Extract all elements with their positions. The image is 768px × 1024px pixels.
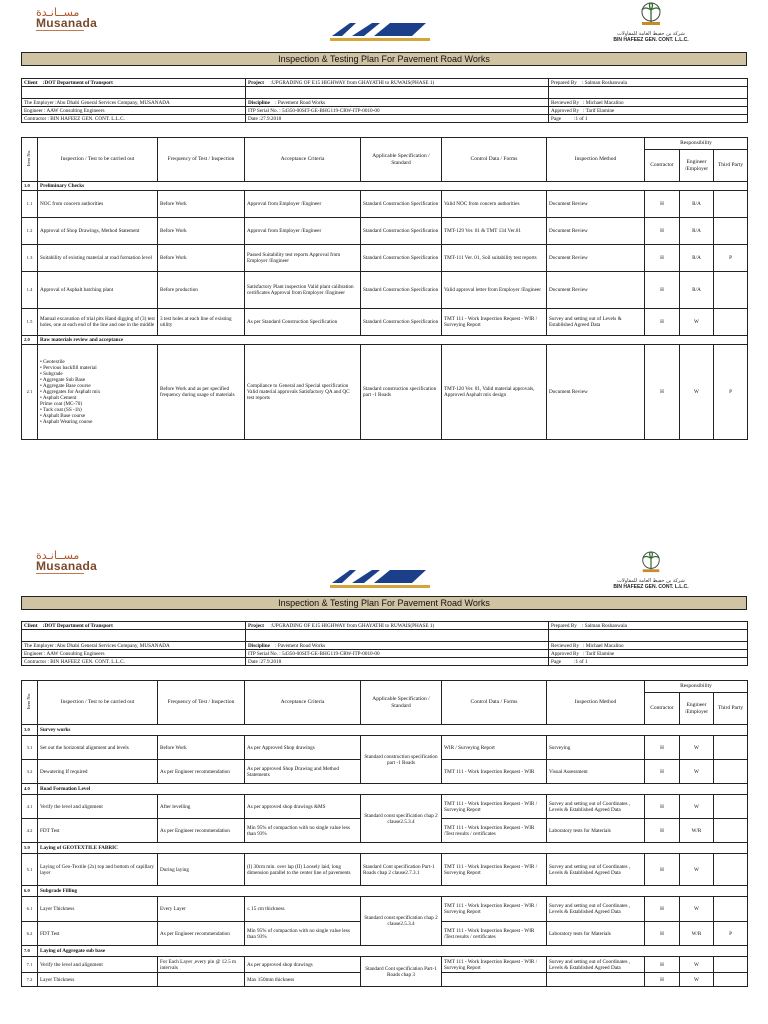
spec-cell: Standard construction specification part -1 Roads	[361, 736, 442, 784]
contractor-cell: H	[645, 795, 680, 819]
engineer-cell: Engineer : AAW Consulting Engineers	[22, 107, 246, 115]
binhafeez-logo	[608, 2, 694, 44]
musanada-logo-arabic: مســانـدة	[36, 549, 80, 562]
frequency-cell: 3 test holes at each line of existing utility	[158, 309, 245, 336]
method-cell: Document Review	[547, 345, 645, 440]
material-item: • Asphalt Base course	[40, 413, 86, 419]
page-cell: Page :1 of 1	[549, 658, 748, 666]
inspection-cell: Layer Thickness	[38, 973, 158, 987]
date-cell: Date :27.9.2018	[246, 115, 549, 123]
page-cell: Page :1 of 1	[549, 115, 748, 123]
employer-cell: The Employer :Abu Dhabi General Services Company, MUSANADA	[22, 642, 246, 650]
third-party-cell: P	[714, 922, 748, 946]
acceptance-cell: As per approved Shop Drawing and Method Statements	[245, 760, 361, 784]
contractor-cell: Contractor : BIN HAFEEZ GEN. CONT. L.L.C.	[22, 658, 246, 666]
table-row	[22, 957, 748, 973]
contractor-cell: H	[645, 957, 680, 973]
section-row	[22, 946, 748, 957]
method-cell	[547, 973, 645, 987]
header-control: Control Data / Forms	[442, 138, 547, 182]
header-engineer: Engineer /Employer	[680, 150, 714, 182]
third-party-cell	[714, 218, 748, 245]
method-cell: Visual Assessment	[547, 760, 645, 784]
section-row	[22, 784, 748, 795]
acceptance-cell: Satisfactory Plant inspection Valid plant calibration certificates Approval from Employer /Engineer	[245, 272, 361, 309]
engineer-cell: W/R	[680, 922, 714, 946]
header-item-no: Item No.	[22, 681, 38, 725]
client-cell: Client :DOT Department of Transport	[22, 622, 246, 630]
project-info-table	[21, 621, 748, 666]
method-cell: Document Review	[547, 245, 645, 272]
table-row	[22, 218, 748, 245]
inspection-cell: Verify the level and alignment	[38, 795, 158, 819]
project-cell: Project :UPGRADING OF E15 HIGHWAY from GHAYATHI to RUWAIS(PHASE 1)	[246, 622, 549, 630]
header-frequency: Frequency of Test / Inspection	[158, 681, 245, 725]
header-method: Inspection Method	[547, 138, 645, 182]
itp-table-1	[21, 137, 748, 440]
acceptance-cell: As per Approved Shop drawings	[245, 736, 361, 760]
engineer-cell: R/A	[680, 218, 714, 245]
contractor-cell: H	[645, 854, 680, 886]
control-cell: TMT 111 - Work Inspection Request - WIR / Surveying Report	[442, 957, 547, 973]
item-number: 5.1	[22, 854, 38, 886]
document-title: Inspection & Testing Plan For Pavement Road Works	[21, 52, 747, 66]
header-contractor: Contractor	[645, 150, 680, 182]
section-number: 6.0	[22, 886, 38, 897]
musanada-logo-rule	[36, 573, 84, 574]
binhafeez-logo-text: BIN HAFEEZ GEN. CONT. L.L.C.	[613, 37, 689, 43]
inspection-cell: Suitability of existing material at road formation level	[38, 245, 158, 272]
header-third-party: Third Party	[714, 150, 748, 182]
contractor-cell: H	[645, 309, 680, 336]
itp-table-2	[21, 680, 748, 987]
header-method: Inspection Method	[547, 681, 645, 725]
control-cell: TMT-120 Ver. 01, Valid material approvals, Approved Asphalt mix design	[442, 345, 547, 440]
aaw-logo	[330, 20, 430, 42]
palm-tree-icon	[640, 551, 662, 573]
table-row	[22, 309, 748, 336]
contractor-cell: H	[645, 345, 680, 440]
spec-cell: Standard Construction Specification	[361, 218, 442, 245]
section-number: 7.0	[22, 946, 38, 957]
engineer-cell: W	[680, 760, 714, 784]
header-acceptance: Acceptance Criteria	[245, 138, 361, 182]
acceptance-cell: Approval from Employer /Engineer	[245, 191, 361, 218]
acceptance-cell: Min 95% of compaction with no single value less than 93%	[245, 922, 361, 946]
musanada-logo	[36, 550, 100, 584]
spec-cell: Standard Cont specification Part-1 Roads chap 2 clause2.7.3.1	[361, 854, 442, 886]
project-cell: Project :UPGRADING OF E15 HIGHWAY from GHAYATHI to RUWAIS(PHASE 1)	[246, 79, 549, 87]
prepared-by-cell: Prepared By : Salman Roshanwala	[549, 79, 748, 87]
material-item: • Pervious backfill material	[40, 365, 97, 371]
frequency-cell: As per Engineer recommendation	[158, 760, 245, 784]
header-contractor: Contractor	[645, 693, 680, 725]
acceptance-cell: (I) 30cm min. over lap (II) Loosely laid, long dimension parallel to the center line of pavements	[245, 854, 361, 886]
material-item: Prime coat (MC-70)	[40, 401, 83, 407]
spec-cell: Standard construction specification part -1 Roads	[361, 345, 442, 440]
method-cell: Survey and setting out of Coordinates , Levels & Established Agreed Data	[547, 854, 645, 886]
binhafeez-logo	[608, 551, 694, 593]
header-responsibility: Responsibility	[645, 681, 748, 693]
inspection-list	[38, 345, 158, 440]
contractor-cell: H	[645, 272, 680, 309]
method-cell: Laboratory tests for Materials	[547, 922, 645, 946]
contractor-cell: H	[645, 245, 680, 272]
control-cell: Valid NOC from concern authorities	[442, 191, 547, 218]
material-item: • Aggregate Base course	[40, 383, 91, 389]
item-number: 4.2	[22, 819, 38, 843]
material-item: • Asphalt Cement	[40, 395, 77, 401]
document-page-2	[0, 543, 768, 1024]
item-number: 1.4	[22, 272, 38, 309]
engineer-cell: W	[680, 736, 714, 760]
section-row	[22, 336, 748, 345]
discipline-cell: Discipline : Pavement Road Works	[246, 99, 549, 107]
reviewed-by-cell: Reviewed By : Michael Macalino	[549, 99, 748, 107]
item-number: 6.1	[22, 897, 38, 922]
frequency-cell: Before Work	[158, 736, 245, 760]
frequency-cell: Before Work	[158, 218, 245, 245]
contractor-cell: H	[645, 191, 680, 218]
section-title: Subgrade Filling	[38, 886, 748, 897]
contractor-cell: H	[645, 922, 680, 946]
inspection-cell: FDT Test	[38, 922, 158, 946]
contractor-cell: Contractor : BIN HAFEEZ GEN. CONT. L.L.C.	[22, 115, 246, 123]
itp-serial-cell: ITP Serial No. : 54350-00SIT-GE-BHG119-CRW-ITP-0010-00	[246, 107, 549, 115]
acceptance-cell: Passed Suitability test reports Approval from Employer /Engineer	[245, 245, 361, 272]
material-item: • Aggregates for Asphalt mix	[40, 389, 101, 395]
control-cell: TMT 111 - Work Inspection Request - WIR / Surveying Report	[442, 795, 547, 819]
reviewed-by-cell: Reviewed By : Michael Macalino	[549, 642, 748, 650]
approved-by-cell: Approved By : Tarif Elamine	[549, 650, 748, 658]
musanada-logo-arabic: مســانـدة	[36, 6, 80, 19]
engineer-cell: W	[680, 957, 714, 973]
material-item: • Aggregate Sub Base	[40, 377, 86, 383]
contractor-cell: H	[645, 897, 680, 922]
acceptance-cell: Max 150mm thickness	[245, 973, 361, 987]
engineer-cell: W	[680, 309, 714, 336]
table-row	[22, 897, 748, 922]
item-number: 4.1	[22, 795, 38, 819]
header-inspection: Inspection / Test to be carried out	[38, 138, 158, 182]
header-inspection: Inspection / Test to be carried out	[38, 681, 158, 725]
header-responsibility: Responsibility	[645, 138, 748, 150]
inspection-cell: Dewatering If required	[38, 760, 158, 784]
document-page-1	[0, 0, 768, 500]
control-cell: TMT 111 - Work Inspection Request - WIR /Test results / certificates	[442, 922, 547, 946]
client-cell: Client :DOT Department of Transport	[22, 79, 246, 87]
item-number: 3.2	[22, 760, 38, 784]
binhafeez-logo-text: BIN HAFEEZ GEN. CONT. L.L.C.	[613, 584, 689, 590]
engineer-cell: W	[680, 854, 714, 886]
engineer-cell: Engineer : AAW Consulting Engineers	[22, 650, 246, 658]
material-item: • Subgrade	[40, 371, 63, 377]
palm-tree-icon	[640, 2, 662, 26]
item-number: 1.2	[22, 218, 38, 245]
header-item-no: Item No.	[22, 138, 38, 182]
header-third-party: Third Party	[714, 693, 748, 725]
frequency-cell: During laying	[158, 854, 245, 886]
frequency-cell	[158, 973, 245, 987]
third-party-cell	[714, 973, 748, 987]
frequency-cell: Before production	[158, 272, 245, 309]
method-cell: Document Review	[547, 272, 645, 309]
section-title: Laying of Aggregate sub base	[38, 946, 748, 957]
table-row	[22, 736, 748, 760]
item-number: 2.1	[22, 345, 38, 440]
method-cell: Document Review	[547, 218, 645, 245]
third-party-cell	[714, 897, 748, 922]
method-cell: Survey and setting out of Coordinates , Levels & Established Agreed Data	[547, 897, 645, 922]
acceptance-cell: Approval from Employer /Engineer	[245, 218, 361, 245]
item-number: 7.2	[22, 973, 38, 987]
engineer-cell: R/A	[680, 272, 714, 309]
acceptance-cell: Min 95% of compaction with no single value less than 93%	[245, 819, 361, 843]
header-frequency: Frequency of Test / Inspection	[158, 138, 245, 182]
header-spec: Applicable Specification / Standard	[361, 681, 442, 725]
frequency-cell: Before Work and as per specified frequency during usage of materials	[158, 345, 245, 440]
table-row	[22, 345, 748, 440]
third-party-cell	[714, 854, 748, 886]
control-cell: TMT 111 - Work Inspection Request - WIR / Surveying Report	[442, 854, 547, 886]
engineer-cell: W	[680, 345, 714, 440]
contractor-cell: H	[645, 819, 680, 843]
method-cell: Document Review	[547, 191, 645, 218]
section-row	[22, 843, 748, 854]
spec-cell: Standard const specification chap 2 clause2.5.3.4	[361, 795, 442, 843]
engineer-cell: W/R	[680, 819, 714, 843]
third-party-cell	[714, 272, 748, 309]
control-cell: TMT 111 - Work Inspection Request - WIR	[442, 760, 547, 784]
method-cell: Survey and setting out of Coordinates , Levels & Established Agreed Data	[547, 957, 645, 973]
table-row	[22, 191, 748, 218]
header-spec: Applicable Specification / Standard	[361, 138, 442, 182]
project-info-table	[21, 78, 748, 123]
method-cell: Survey and setting out of Coordinates , Levels & Established Agreed Data	[547, 795, 645, 819]
frequency-cell: Before Work	[158, 191, 245, 218]
inspection-cell: Approval of Shop Drawings, Method Statement	[38, 218, 158, 245]
musanada-logo-text: Musanada	[36, 16, 98, 30]
control-cell: TMT-129 Ver. 01 & TMT 134 Ver.01	[442, 218, 547, 245]
table-row	[22, 854, 748, 886]
approved-by-cell: Approved By : Tarif Elamine	[549, 107, 748, 115]
method-cell: Laboratory tests for Materials	[547, 819, 645, 843]
control-cell: TMT 111 - Work Inspection Request - WIR /Test results / certificates	[442, 819, 547, 843]
section-title: Survey works	[38, 725, 748, 736]
acceptance-cell: As per approved shop drawings	[245, 957, 361, 973]
section-title: Road Formation Level	[38, 784, 748, 795]
frequency-cell: Before Work	[158, 245, 245, 272]
item-number: 7.1	[22, 957, 38, 973]
control-cell: TMT 111 - Work Inspection Request - WIR / Surveying Report	[442, 309, 547, 336]
binhafeez-logo-arabic: شركة بن حفيظ العامة للمقاولات	[617, 31, 685, 37]
frequency-cell: As per Engineer recommendation	[158, 819, 245, 843]
musanada-logo-rule	[36, 30, 84, 31]
section-number: 5.0	[22, 843, 38, 854]
table-row	[22, 245, 748, 272]
third-party-cell	[714, 795, 748, 819]
section-number: 2.0	[22, 336, 38, 345]
binhafeez-logo-arabic: شركة بن حفيظ العامة للمقاولات	[617, 578, 685, 584]
third-party-cell	[714, 191, 748, 218]
spec-cell: Standard Construction Specification	[361, 309, 442, 336]
frequency-cell: Every Layer	[158, 897, 245, 922]
third-party-cell	[714, 819, 748, 843]
material-item: • Geotextile	[40, 359, 65, 365]
section-row	[22, 725, 748, 736]
inspection-cell: FDT Test	[38, 819, 158, 843]
control-cell: WIR / Surveying Report	[442, 736, 547, 760]
inspection-cell: Verify the level and alignment	[38, 957, 158, 973]
contractor-cell: H	[645, 760, 680, 784]
third-party-cell	[714, 760, 748, 784]
inspection-cell: Manual excavation of trial pits Hand digging of (3) test holes, one at each end of the line and one in the middle	[38, 309, 158, 336]
inspection-cell: Laying of Geo-Textile (2x) top and bottom of capillary layer	[38, 854, 158, 886]
spec-cell: Standard const specification chap 2 clause2.5.3.4	[361, 897, 442, 946]
table-row	[22, 795, 748, 819]
itp-serial-cell: ITP Serial No. : 54350-00SIT-GE-BHG119-CRW-ITP-0010-00	[246, 650, 549, 658]
employer-cell: The Employer :Abu Dhabi General Services Company, MUSANADA	[22, 99, 246, 107]
control-cell: TMT 111 - Work Inspection Request - WIR / Surveying Report	[442, 897, 547, 922]
spec-cell: Standard Cont specification Part-1 Roads chap 3	[361, 957, 442, 987]
control-cell: Valid approval letter from Employer /Engineer	[442, 272, 547, 309]
method-cell: Survey and setting out of Levels & Established Agreed Data	[547, 309, 645, 336]
contractor-cell: H	[645, 218, 680, 245]
header-acceptance: Acceptance Criteria	[245, 681, 361, 725]
document-title: Inspection & Testing Plan For Pavement Road Works	[21, 596, 747, 610]
contractor-cell: H	[645, 973, 680, 987]
table-row	[22, 272, 748, 309]
discipline-cell: Discipline : Pavement Road Works	[246, 642, 549, 650]
musanada-logo	[36, 7, 100, 41]
third-party-cell: P	[714, 245, 748, 272]
frequency-cell: For Each Layer ,every pin @ 12.5 m intervals	[158, 957, 245, 973]
frequency-cell: After levelling	[158, 795, 245, 819]
aaw-logo	[330, 567, 430, 589]
item-number: 3.1	[22, 736, 38, 760]
engineer-cell: R/A	[680, 191, 714, 218]
inspection-cell: Approval of Asphalt batching plant	[38, 272, 158, 309]
third-party-cell	[714, 957, 748, 973]
spec-cell: Standard Construction Specification	[361, 191, 442, 218]
inspection-cell: Layer Thickness	[38, 897, 158, 922]
third-party-cell	[714, 309, 748, 336]
section-title: Laying of GEOTEXTILE FABRIC	[38, 843, 748, 854]
prepared-by-cell: Prepared By : Salman Roshanwala	[549, 622, 748, 630]
method-cell: Surveying	[547, 736, 645, 760]
section-title: Preliminary Checks	[38, 182, 748, 191]
engineer-cell: W	[680, 897, 714, 922]
engineer-cell: R/A	[680, 245, 714, 272]
header-control: Control Data / Forms	[442, 681, 547, 725]
spec-cell: Standard Construction Specification	[361, 272, 442, 309]
item-number: 1.5	[22, 309, 38, 336]
material-item: • Asphalt Wearing course	[40, 419, 93, 425]
contractor-cell: H	[645, 736, 680, 760]
control-cell: TMT-111 Ver. 01, Soil suitability test reports	[442, 245, 547, 272]
control-cell	[442, 973, 547, 987]
inspection-cell: NOC from concern authorities	[38, 191, 158, 218]
inspection-cell: Set out the horizontal alignment and levels	[38, 736, 158, 760]
section-title: Raw materials review and acceptance	[38, 336, 748, 345]
engineer-cell: W	[680, 795, 714, 819]
acceptance-cell: ≤ 15 cm thickness	[245, 897, 361, 922]
engineer-cell: W	[680, 973, 714, 987]
acceptance-cell: As per Standard Construction Specification	[245, 309, 361, 336]
item-number: 1.3	[22, 245, 38, 272]
section-number: 4.0	[22, 784, 38, 795]
section-row	[22, 182, 748, 191]
frequency-cell: As per Engineer recommendation	[158, 922, 245, 946]
section-row	[22, 886, 748, 897]
item-number: 6.2	[22, 922, 38, 946]
acceptance-cell: Compliance to General and Special specification Valid material approvals Satisfactory QA and QC test reports	[245, 345, 361, 440]
material-item: • Tack coat (SS -1h)	[40, 407, 82, 413]
date-cell: Date :27.9.2018	[246, 658, 549, 666]
acceptance-cell: As per approved shop drawings &MS	[245, 795, 361, 819]
musanada-logo-text: Musanada	[36, 559, 98, 573]
spec-cell: Standard Construction Specification	[361, 245, 442, 272]
third-party-cell: P	[714, 345, 748, 440]
section-number: 1.0	[22, 182, 38, 191]
section-number: 3.0	[22, 725, 38, 736]
item-number: 1.1	[22, 191, 38, 218]
third-party-cell	[714, 736, 748, 760]
header-engineer: Engineer /Employer	[680, 693, 714, 725]
